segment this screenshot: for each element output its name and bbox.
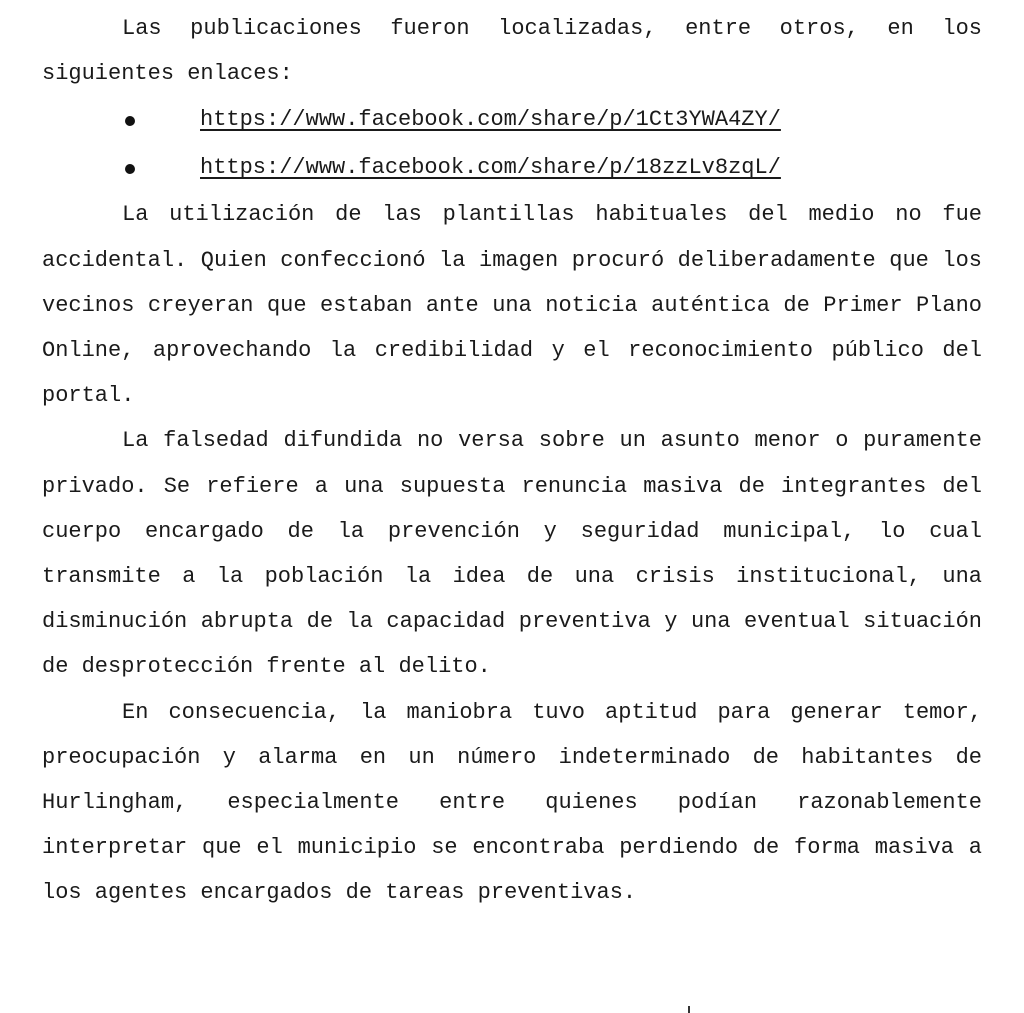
- paragraph-templates: La utilización de las plantillas habituales del medio no fue accidental. Quien confeccionó la imagen procuró deliberadamente que los vecinos creyeran que estaban ante una noticia auténtica de Primer Plano Online, aprovechando la credibilidad y el reconocimiento público del portal.: [42, 202, 982, 409]
- facebook-link-1[interactable]: https://www.facebook.com/share/p/1Ct3YWA4ZY/: [200, 107, 781, 133]
- paragraph-consequence: En consecuencia, la maniobra tuvo aptitud para generar temor, preocupación y alarma en un número indeterminado de habitantes de Hurlingham, especialmente entre quienes podían razonablemente interpretar que el municipio se encontraba perdiendo de forma masiva a los agentes encargados de tareas preventivas.: [42, 699, 982, 906]
- intro-paragraph: Las publicaciones fueron localizadas, entre otros, en los siguientes enlaces:: [42, 16, 982, 87]
- page-edge-mark: [688, 1006, 690, 1013]
- link-list-item: [42, 96, 982, 144]
- link-list-item: [42, 144, 982, 192]
- facebook-link-2[interactable]: https://www.facebook.com/share/p/18zzLv8zqL/: [200, 155, 781, 181]
- bullet-icon: [125, 164, 135, 174]
- link-list: [42, 96, 982, 192]
- paragraph-falsehood: La falsedad difundida no versa sobre un asunto menor o puramente privado. Se refiere a una supuesta renuncia masiva de integrantes del cuerpo encargado de la prevención y seguridad municipal, lo cual transmite a la población la idea de una crisis institucional, una disminución abrupta de la capacidad preventiva y una eventual situación de desprotección frente al delito.: [42, 428, 982, 680]
- document-page: [42, 6, 982, 916]
- bullet-icon: [125, 116, 135, 126]
